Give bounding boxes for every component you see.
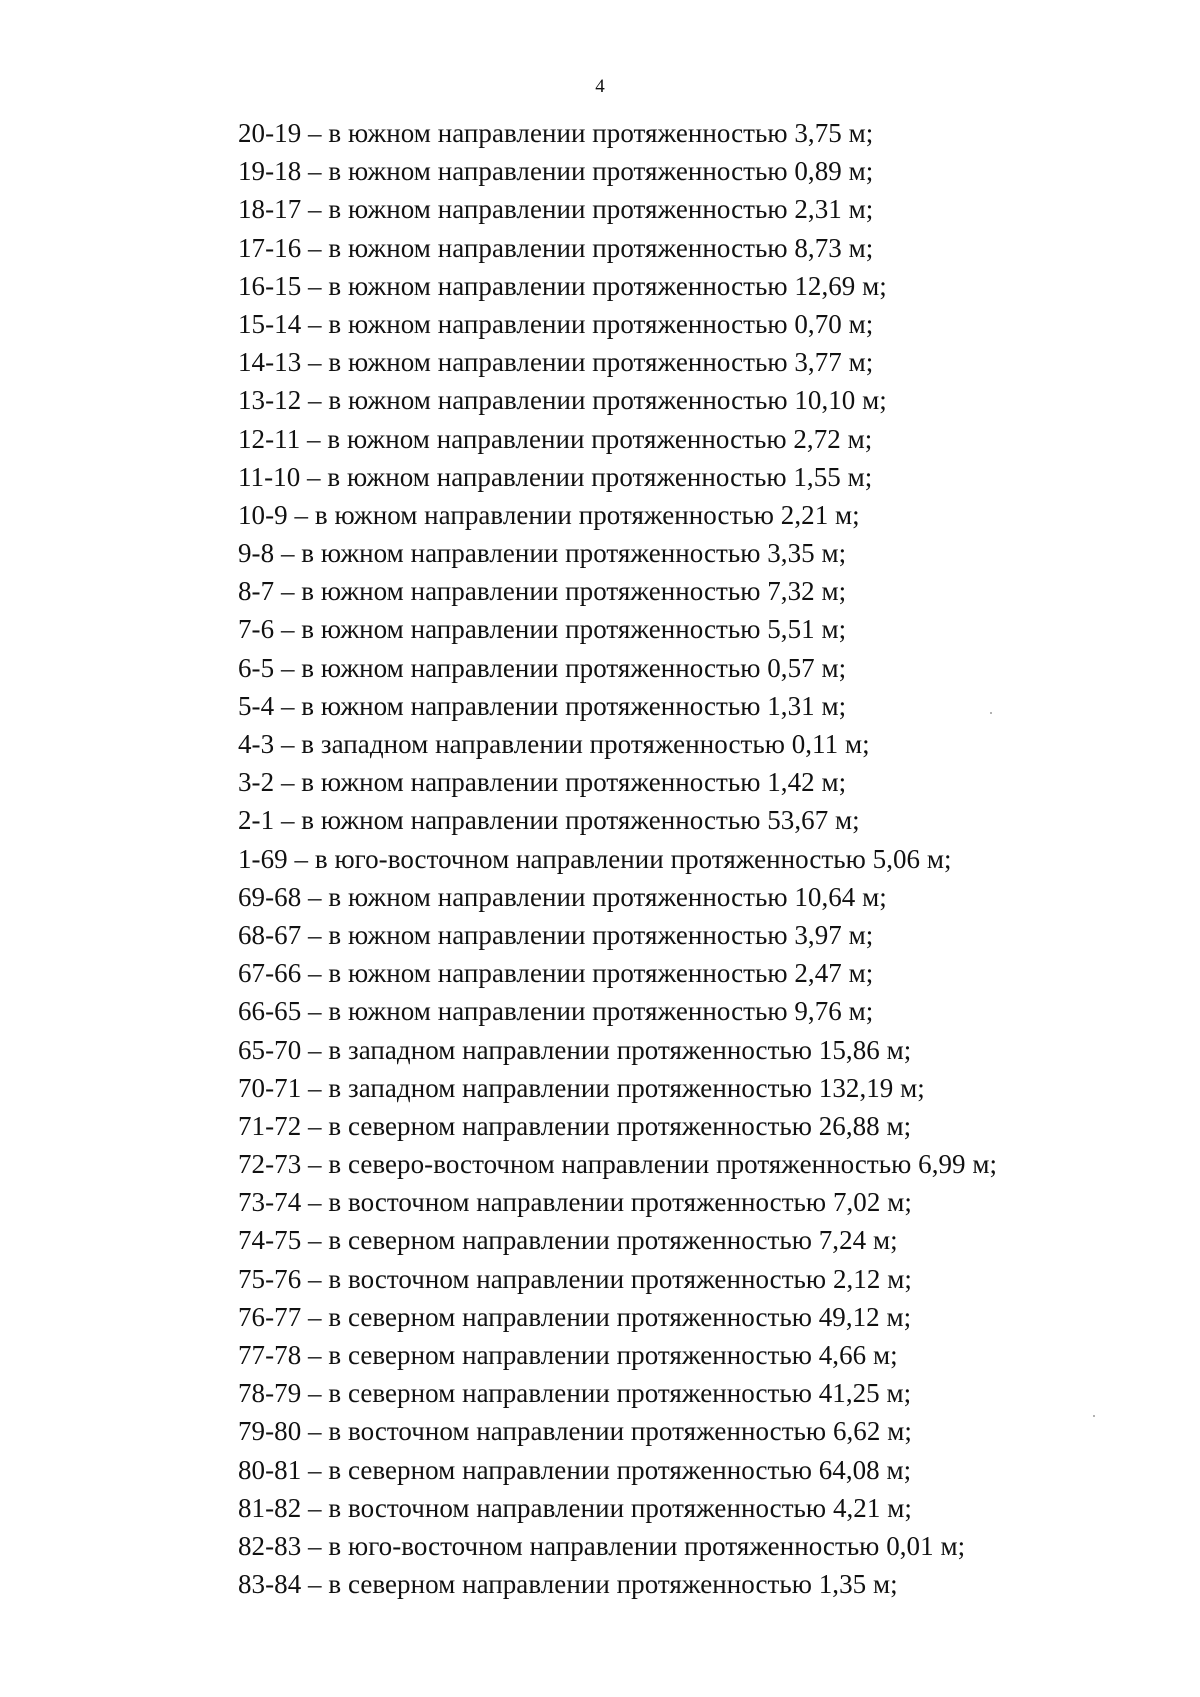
boundary-line: 67-66 – в южном направлении протяженностью 2,47 м; <box>238 958 874 989</box>
boundary-line: 83-84 – в северном направлении протяженностью 1,35 м; <box>238 1569 898 1600</box>
boundary-line: 82-83 – в юго-восточном направлении протяженностью 0,01 м; <box>238 1530 966 1561</box>
boundary-line: 66-65 – в южном направлении протяженностью 9,76 м; <box>238 996 874 1027</box>
boundary-line: 16-15 – в южном направлении протяженностью 12,69 м; <box>238 270 887 301</box>
boundary-line: 70-71 – в западном направлении протяженностью 132,19 м; <box>238 1072 925 1103</box>
boundary-line: 20-19 – в южном направлении протяженностью 3,75 м; <box>238 118 874 148</box>
scan-speck <box>1093 1415 1095 1417</box>
boundary-line: 71-72 – в северном направлении протяженностью 26,88 м; <box>238 1110 912 1141</box>
boundary-line: 6-5 – в южном направлении протяженностью 0,57 м; <box>238 652 847 683</box>
boundary-line: 1-69 – в юго-восточном направлении протяженностью 5,06 м; <box>238 843 952 874</box>
page-number: 4 <box>595 76 605 97</box>
boundary-line: 15-14 – в южном направлении протяженностью 0,70 м; <box>238 308 874 339</box>
boundary-line: 72-73 – в северо-восточном направлении протяженностью 6,99 м; <box>238 1149 998 1180</box>
scan-speck <box>990 712 992 714</box>
boundary-line: 9-8 – в южном направлении протяженностью 3,35 м; <box>238 538 847 569</box>
boundary-line: 81-82 – в восточном направлении протяженностью 4,21 м; <box>238 1492 912 1523</box>
boundary-line: 17-16 – в южном направлении протяженностью 8,73 м; <box>238 232 874 263</box>
boundary-line: 75-76 – в восточном направлении протяженностью 2,12 м; <box>238 1263 912 1294</box>
boundary-line: 77-78 – в северном направлении протяженностью 4,66 м; <box>238 1340 898 1370</box>
boundary-line: 80-81 – в северном направлении протяженностью 64,08 м; <box>238 1454 912 1485</box>
boundary-line: 69-68 – в южном направлении протяженностью 10,64 м; <box>238 881 887 912</box>
boundary-line: 65-70 – в западном направлении протяженностью 15,86 м; <box>238 1034 912 1065</box>
boundary-line: 14-13 – в южном направлении протяженностью 3,77 м; <box>238 347 874 378</box>
boundary-description-list <box>238 114 997 1603</box>
boundary-line: 78-79 – в северном направлении протяженностью 41,25 м; <box>238 1378 912 1409</box>
boundary-line: 18-17 – в южном направлении протяженностью 2,31 м; <box>238 194 874 225</box>
boundary-line: 4-3 – в западном направлении протяженностью 0,11 м; <box>238 729 870 759</box>
boundary-line: 68-67 – в южном направлении протяженностью 3,97 м; <box>238 919 874 950</box>
boundary-line: 12-11 – в южном направлении протяженностью 2,72 м; <box>238 423 873 454</box>
boundary-line: 10-9 – в южном направлении протяженностью 2,21 м; <box>238 499 860 530</box>
boundary-line: 73-74 – в восточном направлении протяженностью 7,02 м; <box>238 1187 912 1218</box>
boundary-line: 19-18 – в южном направлении протяженностью 0,89 м; <box>238 156 874 187</box>
boundary-line: 11-10 – в южном направлении протяженностью 1,55 м; <box>238 461 873 492</box>
boundary-line: 2-1 – в южном направлении протяженностью 53,67 м; <box>238 805 860 836</box>
boundary-line: 76-77 – в северном направлении протяженностью 49,12 м; <box>238 1301 912 1332</box>
boundary-line: 5-4 – в южном направлении протяженностью 1,31 м; <box>238 690 847 721</box>
boundary-line: 8-7 – в южном направлении протяженностью 7,32 м; <box>238 576 847 607</box>
boundary-line: 79-80 – в восточном направлении протяженностью 6,62 м; <box>238 1416 912 1447</box>
boundary-line: 7-6 – в южном направлении протяженностью 5,51 м; <box>238 614 847 645</box>
boundary-line: 74-75 – в северном направлении протяженностью 7,24 м; <box>238 1225 898 1256</box>
boundary-line: 3-2 – в южном направлении протяженностью 1,42 м; <box>238 767 847 798</box>
boundary-line: 13-12 – в южном направлении протяженностью 10,10 м; <box>238 385 887 416</box>
